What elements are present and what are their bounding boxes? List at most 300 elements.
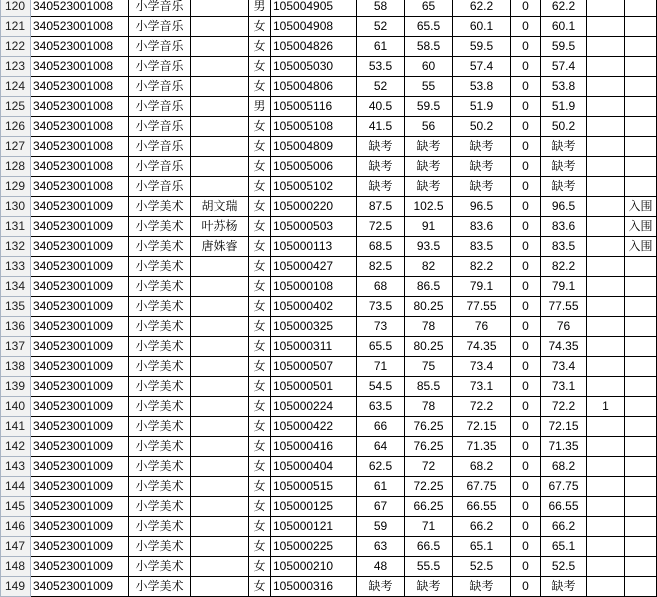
cell-bonus[interactable]: 0 (511, 537, 541, 557)
cell-position-code[interactable]: 340523001009 (31, 257, 129, 277)
cell-score-2[interactable]: 72 (405, 457, 453, 477)
cell-rank[interactable] (587, 497, 625, 517)
cell-final-score[interactable]: 65.1 (541, 537, 587, 557)
cell-total-score[interactable]: 79.1 (453, 277, 511, 297)
cell-gender[interactable]: 女 (249, 197, 271, 217)
cell-final-score[interactable]: 76 (541, 317, 587, 337)
cell-gender[interactable]: 女 (249, 577, 271, 597)
cell-position-code[interactable]: 340523001009 (31, 297, 129, 317)
cell-total-score[interactable]: 67.75 (453, 477, 511, 497)
cell-score-1[interactable]: 缺考 (357, 137, 405, 157)
cell-ticket-number[interactable]: 105000404 (271, 457, 357, 477)
cell-score-2[interactable]: 55.5 (405, 557, 453, 577)
cell-position-code[interactable]: 340523001008 (31, 37, 129, 57)
cell-score-1[interactable]: 61 (357, 477, 405, 497)
cell-gender[interactable]: 女 (249, 57, 271, 77)
cell-score-2[interactable]: 65.5 (405, 17, 453, 37)
cell-rank[interactable] (587, 357, 625, 377)
cell-final-score[interactable]: 缺考 (541, 177, 587, 197)
cell-candidate-name[interactable] (191, 77, 249, 97)
cell-score-1[interactable]: 缺考 (357, 577, 405, 597)
cell-gender[interactable]: 女 (249, 157, 271, 177)
cell-total-score[interactable]: 82.2 (453, 257, 511, 277)
cell-ticket-number[interactable]: 105000121 (271, 517, 357, 537)
cell-result[interactable] (625, 157, 657, 177)
cell-score-1[interactable]: 68 (357, 277, 405, 297)
cell-subject[interactable]: 小学音乐 (129, 77, 191, 97)
cell-score-1[interactable]: 48 (357, 557, 405, 577)
cell-ticket-number[interactable]: 105000125 (271, 497, 357, 517)
cell-score-1[interactable]: 62.5 (357, 457, 405, 477)
cell-gender[interactable]: 女 (249, 417, 271, 437)
cell-score-1[interactable]: 41.5 (357, 117, 405, 137)
cell-ticket-number[interactable]: 105000108 (271, 277, 357, 297)
cell-final-score[interactable]: 66.55 (541, 497, 587, 517)
cell-final-score[interactable]: 72.15 (541, 417, 587, 437)
cell-candidate-name[interactable] (191, 257, 249, 277)
table-row[interactable] (1, 317, 657, 337)
cell-subject[interactable]: 小学美术 (129, 277, 191, 297)
cell-position-code[interactable]: 340523001009 (31, 497, 129, 517)
cell-score-2[interactable]: 60 (405, 57, 453, 77)
cell-rank[interactable] (587, 237, 625, 257)
cell-ticket-number[interactable]: 105000422 (271, 417, 357, 437)
cell-final-score[interactable]: 83.6 (541, 217, 587, 237)
cell-total-score[interactable]: 60.1 (453, 17, 511, 37)
cell-subject[interactable]: 小学美术 (129, 477, 191, 497)
cell-rank[interactable] (587, 37, 625, 57)
cell-position-code[interactable]: 340523001009 (31, 337, 129, 357)
row-header[interactable]: 137 (1, 337, 31, 357)
cell-gender[interactable]: 女 (249, 297, 271, 317)
cell-bonus[interactable]: 0 (511, 377, 541, 397)
cell-ticket-number[interactable]: 105000501 (271, 377, 357, 397)
cell-position-code[interactable]: 340523001009 (31, 577, 129, 597)
cell-subject[interactable]: 小学美术 (129, 377, 191, 397)
cell-rank[interactable]: 1 (587, 397, 625, 417)
cell-total-score[interactable]: 59.5 (453, 37, 511, 57)
row-header[interactable]: 132 (1, 237, 31, 257)
cell-total-score[interactable]: 96.5 (453, 197, 511, 217)
cell-ticket-number[interactable]: 105004908 (271, 17, 357, 37)
cell-ticket-number[interactable]: 105000224 (271, 397, 357, 417)
table-row[interactable] (1, 217, 657, 237)
cell-rank[interactable] (587, 317, 625, 337)
cell-subject[interactable]: 小学音乐 (129, 37, 191, 57)
cell-gender[interactable]: 女 (249, 557, 271, 577)
cell-bonus[interactable]: 0 (511, 77, 541, 97)
cell-position-code[interactable]: 340523001009 (31, 357, 129, 377)
table-row[interactable] (1, 237, 657, 257)
cell-ticket-number[interactable]: 105000503 (271, 217, 357, 237)
cell-subject[interactable]: 小学美术 (129, 317, 191, 337)
cell-position-code[interactable]: 340523001009 (31, 417, 129, 437)
cell-score-2[interactable]: 76.25 (405, 417, 453, 437)
cell-candidate-name[interactable] (191, 137, 249, 157)
cell-gender[interactable]: 男 (249, 0, 271, 17)
cell-position-code[interactable]: 340523001008 (31, 57, 129, 77)
row-header[interactable]: 131 (1, 217, 31, 237)
cell-bonus[interactable]: 0 (511, 577, 541, 597)
cell-result[interactable] (625, 0, 657, 17)
cell-final-score[interactable]: 60.1 (541, 17, 587, 37)
cell-ticket-number[interactable]: 105000311 (271, 337, 357, 357)
table-row[interactable] (1, 417, 657, 437)
cell-subject[interactable]: 小学美术 (129, 217, 191, 237)
cell-rank[interactable] (587, 297, 625, 317)
cell-total-score[interactable]: 53.8 (453, 77, 511, 97)
cell-total-score[interactable]: 68.2 (453, 457, 511, 477)
cell-position-code[interactable]: 340523001009 (31, 397, 129, 417)
cell-final-score[interactable]: 82.2 (541, 257, 587, 277)
cell-ticket-number[interactable]: 105005030 (271, 57, 357, 77)
cell-position-code[interactable]: 340523001009 (31, 217, 129, 237)
cell-ticket-number[interactable]: 105000402 (271, 297, 357, 317)
cell-final-score[interactable]: 79.1 (541, 277, 587, 297)
cell-result[interactable] (625, 17, 657, 37)
cell-gender[interactable]: 女 (249, 17, 271, 37)
cell-score-2[interactable]: 71 (405, 517, 453, 537)
cell-rank[interactable] (587, 377, 625, 397)
cell-rank[interactable] (587, 257, 625, 277)
cell-final-score[interactable]: 52.5 (541, 557, 587, 577)
cell-subject[interactable]: 小学美术 (129, 237, 191, 257)
cell-rank[interactable] (587, 77, 625, 97)
cell-score-2[interactable]: 85.5 (405, 377, 453, 397)
row-header[interactable]: 121 (1, 17, 31, 37)
cell-gender[interactable]: 女 (249, 357, 271, 377)
row-header[interactable]: 148 (1, 557, 31, 577)
cell-ticket-number[interactable]: 105000515 (271, 477, 357, 497)
cell-position-code[interactable]: 340523001009 (31, 437, 129, 457)
cell-ticket-number[interactable]: 105000427 (271, 257, 357, 277)
cell-total-score[interactable]: 76 (453, 317, 511, 337)
cell-total-score[interactable]: 62.2 (453, 0, 511, 17)
cell-bonus[interactable]: 0 (511, 57, 541, 77)
row-header[interactable]: 138 (1, 357, 31, 377)
cell-gender[interactable]: 女 (249, 277, 271, 297)
cell-result[interactable] (625, 117, 657, 137)
cell-score-1[interactable]: 61 (357, 37, 405, 57)
cell-result[interactable] (625, 37, 657, 57)
cell-rank[interactable] (587, 337, 625, 357)
cell-score-2[interactable]: 82 (405, 257, 453, 277)
cell-score-1[interactable]: 54.5 (357, 377, 405, 397)
cell-position-code[interactable]: 340523001008 (31, 77, 129, 97)
table-row[interactable] (1, 297, 657, 317)
cell-candidate-name[interactable] (191, 277, 249, 297)
cell-subject[interactable]: 小学美术 (129, 457, 191, 477)
cell-gender[interactable]: 女 (249, 237, 271, 257)
cell-ticket-number[interactable]: 105005108 (271, 117, 357, 137)
cell-result[interactable] (625, 97, 657, 117)
table-row[interactable] (1, 517, 657, 537)
cell-ticket-number[interactable]: 105000325 (271, 317, 357, 337)
cell-candidate-name[interactable] (191, 317, 249, 337)
cell-score-1[interactable]: 73.5 (357, 297, 405, 317)
cell-final-score[interactable]: 51.9 (541, 97, 587, 117)
table-row[interactable] (1, 457, 657, 477)
cell-final-score[interactable]: 57.4 (541, 57, 587, 77)
cell-gender[interactable]: 女 (249, 137, 271, 157)
cell-score-1[interactable]: 63.5 (357, 397, 405, 417)
row-header[interactable]: 130 (1, 197, 31, 217)
cell-bonus[interactable]: 0 (511, 237, 541, 257)
cell-final-score[interactable]: 96.5 (541, 197, 587, 217)
row-header[interactable]: 140 (1, 397, 31, 417)
cell-score-2[interactable]: 缺考 (405, 137, 453, 157)
table-row[interactable] (1, 497, 657, 517)
cell-candidate-name[interactable] (191, 297, 249, 317)
row-header[interactable]: 142 (1, 437, 31, 457)
cell-score-1[interactable]: 71 (357, 357, 405, 377)
cell-candidate-name[interactable] (191, 57, 249, 77)
cell-score-1[interactable]: 52 (357, 17, 405, 37)
cell-total-score[interactable]: 66.2 (453, 517, 511, 537)
cell-score-1[interactable]: 67 (357, 497, 405, 517)
row-header[interactable]: 135 (1, 297, 31, 317)
cell-position-code[interactable]: 340523001009 (31, 237, 129, 257)
cell-subject[interactable]: 小学美术 (129, 297, 191, 317)
cell-score-1[interactable]: 82.5 (357, 257, 405, 277)
cell-subject[interactable]: 小学美术 (129, 497, 191, 517)
cell-total-score[interactable]: 71.35 (453, 437, 511, 457)
cell-score-1[interactable]: 63 (357, 537, 405, 557)
cell-score-1[interactable]: 66 (357, 417, 405, 437)
cell-bonus[interactable]: 0 (511, 117, 541, 137)
cell-bonus[interactable]: 0 (511, 397, 541, 417)
table-row[interactable] (1, 197, 657, 217)
cell-score-1[interactable]: 73 (357, 317, 405, 337)
cell-subject[interactable]: 小学美术 (129, 557, 191, 577)
cell-candidate-name[interactable] (191, 377, 249, 397)
cell-total-score[interactable]: 77.55 (453, 297, 511, 317)
table-row[interactable] (1, 177, 657, 197)
cell-candidate-name[interactable] (191, 557, 249, 577)
row-header[interactable]: 139 (1, 377, 31, 397)
cell-result[interactable] (625, 577, 657, 597)
cell-result[interactable]: 入围 (625, 217, 657, 237)
cell-final-score[interactable]: 53.8 (541, 77, 587, 97)
cell-score-1[interactable]: 72.5 (357, 217, 405, 237)
cell-total-score[interactable]: 72.2 (453, 397, 511, 417)
row-header[interactable]: 128 (1, 157, 31, 177)
cell-total-score[interactable]: 65.1 (453, 537, 511, 557)
cell-bonus[interactable]: 0 (511, 437, 541, 457)
cell-subject[interactable]: 小学美术 (129, 257, 191, 277)
cell-final-score[interactable]: 68.2 (541, 457, 587, 477)
cell-result[interactable] (625, 397, 657, 417)
cell-ticket-number[interactable]: 105000210 (271, 557, 357, 577)
row-header[interactable]: 143 (1, 457, 31, 477)
cell-rank[interactable] (587, 537, 625, 557)
cell-ticket-number[interactable]: 105004806 (271, 77, 357, 97)
cell-subject[interactable]: 小学音乐 (129, 177, 191, 197)
row-header[interactable]: 127 (1, 137, 31, 157)
cell-result[interactable] (625, 477, 657, 497)
cell-total-score[interactable]: 缺考 (453, 157, 511, 177)
cell-candidate-name[interactable] (191, 337, 249, 357)
cell-total-score[interactable]: 缺考 (453, 577, 511, 597)
cell-position-code[interactable]: 340523001009 (31, 317, 129, 337)
cell-final-score[interactable]: 66.2 (541, 517, 587, 537)
cell-ticket-number[interactable]: 105005116 (271, 97, 357, 117)
cell-score-2[interactable]: 80.25 (405, 337, 453, 357)
row-header[interactable]: 124 (1, 77, 31, 97)
cell-total-score[interactable]: 缺考 (453, 177, 511, 197)
cell-total-score[interactable]: 72.15 (453, 417, 511, 437)
cell-bonus[interactable]: 0 (511, 217, 541, 237)
cell-candidate-name[interactable] (191, 517, 249, 537)
row-header[interactable]: 147 (1, 537, 31, 557)
table-row[interactable] (1, 277, 657, 297)
row-header[interactable]: 145 (1, 497, 31, 517)
cell-position-code[interactable]: 340523001008 (31, 97, 129, 117)
row-header[interactable]: 122 (1, 37, 31, 57)
cell-position-code[interactable]: 340523001009 (31, 537, 129, 557)
cell-position-code[interactable]: 340523001008 (31, 0, 129, 17)
cell-subject[interactable]: 小学音乐 (129, 57, 191, 77)
cell-score-2[interactable]: 78 (405, 317, 453, 337)
cell-final-score[interactable]: 67.75 (541, 477, 587, 497)
cell-bonus[interactable]: 0 (511, 497, 541, 517)
cell-result[interactable] (625, 137, 657, 157)
cell-total-score[interactable]: 51.9 (453, 97, 511, 117)
cell-subject[interactable]: 小学美术 (129, 577, 191, 597)
row-header[interactable]: 129 (1, 177, 31, 197)
cell-final-score[interactable]: 59.5 (541, 37, 587, 57)
cell-position-code[interactable]: 340523001009 (31, 557, 129, 577)
table-row[interactable] (1, 577, 657, 597)
table-row[interactable] (1, 537, 657, 557)
cell-score-2[interactable]: 86.5 (405, 277, 453, 297)
table-row[interactable] (1, 57, 657, 77)
cell-final-score[interactable]: 62.2 (541, 0, 587, 17)
cell-ticket-number[interactable]: 105004809 (271, 137, 357, 157)
cell-gender[interactable]: 男 (249, 97, 271, 117)
cell-position-code[interactable]: 340523001009 (31, 377, 129, 397)
cell-total-score[interactable]: 52.5 (453, 557, 511, 577)
cell-score-1[interactable]: 87.5 (357, 197, 405, 217)
cell-gender[interactable]: 女 (249, 257, 271, 277)
cell-ticket-number[interactable]: 105000220 (271, 197, 357, 217)
cell-ticket-number[interactable]: 105000316 (271, 577, 357, 597)
cell-rank[interactable] (587, 517, 625, 537)
table-row[interactable] (1, 157, 657, 177)
table-row[interactable] (1, 77, 657, 97)
cell-score-2[interactable]: 102.5 (405, 197, 453, 217)
cell-final-score[interactable]: 71.35 (541, 437, 587, 457)
row-header[interactable]: 149 (1, 577, 31, 597)
cell-candidate-name[interactable] (191, 537, 249, 557)
cell-subject[interactable]: 小学美术 (129, 197, 191, 217)
cell-gender[interactable]: 女 (249, 477, 271, 497)
cell-ticket-number[interactable]: 105005102 (271, 177, 357, 197)
cell-result[interactable]: 入围 (625, 197, 657, 217)
cell-result[interactable] (625, 337, 657, 357)
cell-candidate-name[interactable]: 叶苏杨 (191, 217, 249, 237)
cell-score-2[interactable]: 93.5 (405, 237, 453, 257)
row-header[interactable]: 125 (1, 97, 31, 117)
table-row[interactable] (1, 37, 657, 57)
cell-subject[interactable]: 小学音乐 (129, 17, 191, 37)
cell-position-code[interactable]: 340523001009 (31, 477, 129, 497)
cell-total-score[interactable]: 50.2 (453, 117, 511, 137)
row-header[interactable]: 126 (1, 117, 31, 137)
cell-total-score[interactable]: 57.4 (453, 57, 511, 77)
cell-bonus[interactable]: 0 (511, 137, 541, 157)
cell-candidate-name[interactable] (191, 457, 249, 477)
cell-candidate-name[interactable] (191, 357, 249, 377)
table-row[interactable] (1, 0, 657, 17)
cell-bonus[interactable]: 0 (511, 477, 541, 497)
cell-gender[interactable]: 女 (249, 397, 271, 417)
cell-score-1[interactable]: 缺考 (357, 177, 405, 197)
cell-subject[interactable]: 小学音乐 (129, 0, 191, 17)
cell-subject[interactable]: 小学音乐 (129, 117, 191, 137)
cell-candidate-name[interactable] (191, 97, 249, 117)
cell-ticket-number[interactable]: 105000225 (271, 537, 357, 557)
cell-score-1[interactable]: 52 (357, 77, 405, 97)
cell-total-score[interactable]: 74.35 (453, 337, 511, 357)
cell-score-2[interactable]: 66.5 (405, 537, 453, 557)
cell-result[interactable] (625, 437, 657, 457)
cell-score-1[interactable]: 40.5 (357, 97, 405, 117)
cell-rank[interactable] (587, 117, 625, 137)
cell-ticket-number[interactable]: 105000113 (271, 237, 357, 257)
table-row[interactable] (1, 557, 657, 577)
cell-total-score[interactable]: 83.6 (453, 217, 511, 237)
cell-final-score[interactable]: 73.1 (541, 377, 587, 397)
cell-bonus[interactable]: 0 (511, 297, 541, 317)
cell-result[interactable] (625, 377, 657, 397)
cell-result[interactable] (625, 357, 657, 377)
cell-final-score[interactable]: 缺考 (541, 157, 587, 177)
cell-score-2[interactable]: 75 (405, 357, 453, 377)
cell-rank[interactable] (587, 457, 625, 477)
cell-candidate-name[interactable] (191, 17, 249, 37)
cell-rank[interactable] (587, 57, 625, 77)
cell-rank[interactable] (587, 17, 625, 37)
cell-candidate-name[interactable]: 胡文瑞 (191, 197, 249, 217)
cell-gender[interactable]: 女 (249, 177, 271, 197)
row-header[interactable]: 133 (1, 257, 31, 277)
cell-bonus[interactable]: 0 (511, 197, 541, 217)
cell-result[interactable] (625, 537, 657, 557)
cell-result[interactable]: 入围 (625, 237, 657, 257)
cell-score-2[interactable]: 58.5 (405, 37, 453, 57)
cell-score-2[interactable]: 80.25 (405, 297, 453, 317)
cell-subject[interactable]: 小学音乐 (129, 157, 191, 177)
cell-bonus[interactable]: 0 (511, 317, 541, 337)
cell-bonus[interactable]: 0 (511, 357, 541, 377)
cell-subject[interactable]: 小学美术 (129, 417, 191, 437)
cell-candidate-name[interactable] (191, 477, 249, 497)
cell-subject[interactable]: 小学美术 (129, 357, 191, 377)
cell-position-code[interactable]: 340523001008 (31, 137, 129, 157)
cell-rank[interactable] (587, 477, 625, 497)
cell-candidate-name[interactable] (191, 157, 249, 177)
cell-result[interactable] (625, 317, 657, 337)
cell-total-score[interactable]: 83.5 (453, 237, 511, 257)
cell-rank[interactable] (587, 197, 625, 217)
row-header[interactable]: 120 (1, 0, 31, 17)
cell-candidate-name[interactable] (191, 117, 249, 137)
cell-score-2[interactable]: 缺考 (405, 157, 453, 177)
cell-gender[interactable]: 女 (249, 37, 271, 57)
cell-score-1[interactable]: 缺考 (357, 157, 405, 177)
cell-bonus[interactable]: 0 (511, 457, 541, 477)
